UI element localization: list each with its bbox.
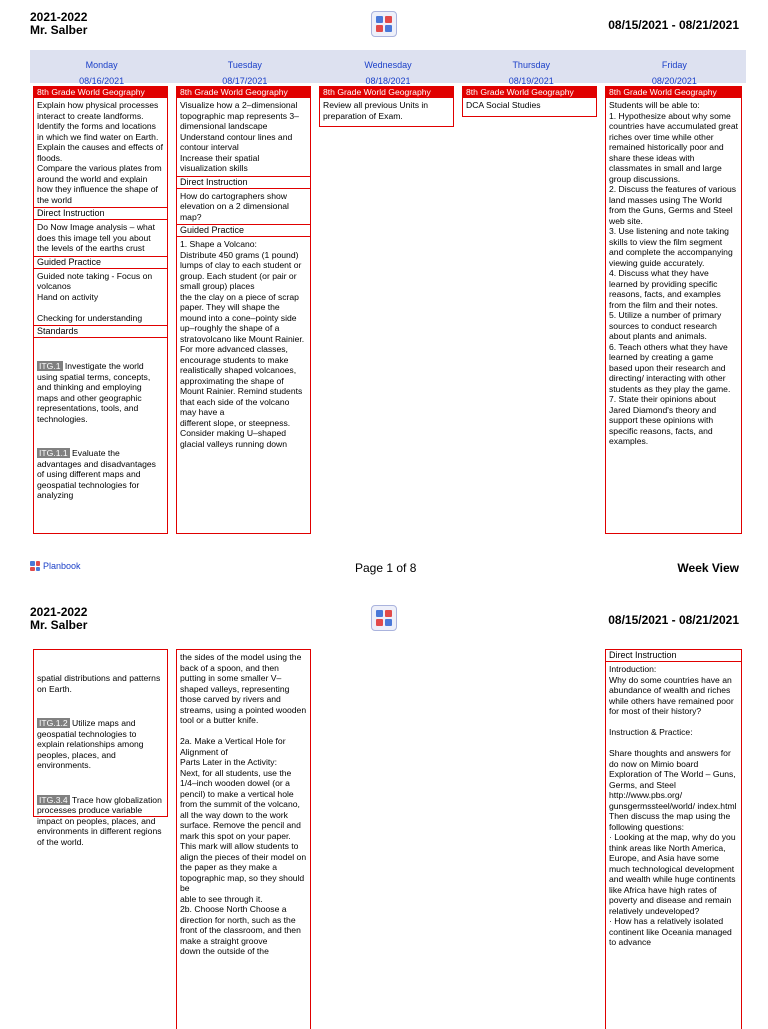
standard-tag: ITG.1.1 bbox=[39, 448, 68, 458]
day-header-thursday: Thursday 08/19/2021 bbox=[508, 60, 554, 86]
lesson-card-monday-continued[interactable]: spatial distributions and patterns on Earth. ITG.1.2 Utilize maps and geospatial technologies to explain relationships among peoples, places, and environments. ITG.3.4 Trace how globalization processes produce variable impact on peoples, places, and environments in different regions of the world. bbox=[33, 649, 168, 817]
course-title: 8th Grade World Geography bbox=[463, 87, 596, 98]
standard-item: ITG.1.2 Utilize maps and geospatial technologies to explain relationships among peoples, places, and environments. bbox=[37, 718, 146, 770]
teacher-name: Mr. Salber bbox=[30, 618, 88, 632]
day-header-tuesday: Tuesday 08/17/2021 bbox=[222, 60, 268, 86]
day-header-bar bbox=[30, 50, 746, 86]
guided-practice-section: Guided Practice Guided note taking - Focus on volcanos Hand on activity Checking for understanding bbox=[34, 257, 167, 327]
standard-tag: ITG.3.4 bbox=[39, 794, 68, 805]
week-date-range: 08/15/2021 - 08/21/2021 bbox=[608, 613, 739, 627]
school-year: 2021-2022 bbox=[30, 10, 88, 24]
page2-header-left bbox=[30, 606, 87, 632]
standard-item: ITG.1 Investigate the world using spatial terms, concepts, and thinking and employing maps and other geographic representations, tools, and technologies. bbox=[37, 361, 153, 424]
lesson-card-wednesday[interactable]: 8th Grade World Geography Review all previous Units in preparation of Exam. bbox=[319, 86, 454, 127]
objectives-section: Visualize how a 2–dimensional topographic map represents 3–dimensional landscape Understand contour lines and contour interval Increase their spatial visualization skills bbox=[177, 98, 310, 177]
direct-instruction-header: Direct Instruction bbox=[606, 650, 741, 662]
objectives-section: Explain how physical processes interact to create landforms. Identify the forms and locations in which we find water on Earth. Explain the causes and effects of floods. Compare the various plates from around the world and explain how they influence the shape of the world bbox=[34, 98, 167, 208]
direct-instruction-section: Direct Instruction How do cartographers show elevation on a 2 dimensional map? bbox=[177, 177, 310, 226]
week-view-label: Week View bbox=[677, 561, 739, 575]
day-header-wednesday: Wednesday 08/18/2021 bbox=[364, 60, 412, 86]
course-title: 8th Grade World Geography bbox=[34, 87, 167, 98]
lesson-card-tuesday[interactable] bbox=[176, 86, 311, 534]
week-date-range: 08/15/2021 - 08/21/2021 bbox=[608, 18, 739, 32]
day-header-friday: Friday 08/20/2021 bbox=[651, 60, 697, 86]
standard-tag: ITG.1.2 bbox=[39, 718, 68, 728]
planbook-footer-link[interactable]: Planbook bbox=[30, 561, 81, 571]
course-title: 8th Grade World Geography bbox=[320, 87, 453, 98]
planbook-logo-icon bbox=[371, 11, 397, 37]
page1-header-left bbox=[30, 11, 87, 37]
day-header-monday: Monday 08/16/2021 bbox=[79, 60, 125, 86]
standard-item: ITG.1.1 Evaluate the advantages and disadvantages of using different maps and geospatial technologies for analyzing bbox=[37, 448, 159, 500]
lesson-card-friday[interactable]: 8th Grade World Geography Students will be able to: 1. Hypothesize about why some countries have accumulated great riches over time while other remained historically poor and share these ideas with classmates in small and large group discussions. 2. Discuss the features of various land masses using The World from the Guns, Germs and Steel web site. 3. Use listening and note taking skills to view the film segment and complete the accompanying viewing guide accurately. 4. Discuss what they have learned by providing specific reasons, facts, and examples from the film and their notes. 5. Utilize a number of primary sources to conduct research about plants and animals. 6. Teach others what they have learned by creating a game based upon their research and directing/ interacting with other students as they play the game. 7. State their opinions about Jared Diamond's theory and support these opinions with specific reasons, facts, and examples. bbox=[605, 86, 742, 534]
course-title: 8th Grade World Geography bbox=[606, 87, 741, 98]
standards-section: Standards ITG.1 Investigate the world using spatial terms, concepts, and thinking and employing maps and other geographic representations, tools, and technologies. ITG.1.1 Evaluate the advantages and disadvantages of using different maps and geospatial technologies for analyzing bbox=[34, 326, 167, 527]
lesson-card-monday[interactable] bbox=[33, 86, 168, 534]
school-year: 2021-2022 bbox=[30, 605, 88, 619]
planbook-logo-icon bbox=[371, 605, 397, 631]
guided-practice-section: Guided Practice 1. Shape a Volcano: Distribute 450 grams (1 pound) lumps of clay to each student or group. Each student (or pair or small group) places the the clay on a piece of scrap paper. They will shape the mound into a cone–pointy side up–roughly the shape of a stratovolcano like Mount Rainier. For more advanced classes, encourage students to make realistically shaped volcanoes, approximating the shape of Mount Rainier. Remind students that each side of the volcano may have a different slope, or steepness. Consider making U–shaped glacial valleys running down bbox=[177, 225, 310, 451]
planbook-small-icon bbox=[30, 561, 40, 571]
direct-instruction-section: Direct Instruction Do Now Image analysis – what does this image tell you about the levels of the earths crust bbox=[34, 208, 167, 257]
standard-tag: ITG.1 bbox=[39, 361, 61, 371]
standard-item: ITG.3.4 Trace how globalization processes produce variable impact on peoples, places, and environments in different regions of the world. bbox=[37, 794, 165, 847]
lesson-card-thursday[interactable]: 8th Grade World Geography DCA Social Studies bbox=[462, 86, 597, 117]
lesson-card-friday-continued[interactable]: Direct Instruction Introduction: Why do some countries have an abundance of wealth and riches while others have remained poor for most of their history? Instruction & Practice: Share thoughts and answers for do now on Mimio board Exploration of The World – Guns, Germs, and Steel http://www.pbs.org/ gunsgermssteel/world/ index.html Then discuss the map using the following questions: · Looking at the map, why do you think areas like North America, Europe, and Asia have some much technological development and wealth while huge continents like Africa have high rates of poverty and disease and remain relatively undeveloped? · How has a relatively isolated continent like Oceania managed to advance bbox=[605, 649, 742, 1029]
page-number: Page 1 of 8 bbox=[355, 561, 417, 575]
lesson-card-tuesday-continued[interactable]: the sides of the model using the back of a spoon, and then putting in some smaller V–shaped valleys, representing those carved by rivers and streams, using a pointed wooden tool or a butter knife. 2a. Make a Vertical Hole for Alignment of Parts Later in the Activity: Next, for all students, use the 1/4–inch wooden dowel (or a pencil) to make a vertical hole from the summit of the volcano, all the way down to the work surface. Remove the pencil and mark this spot on your paper. This mark will allow students to align the pieces of their model on the paper as they make a topographic map, so they should be able to see through it. 2b. Choose North Choose a direction for north, such as the front of the classroom, and then make a straight groove down the outside of the bbox=[176, 649, 311, 1029]
teacher-name: Mr. Salber bbox=[30, 23, 88, 37]
course-title: 8th Grade World Geography bbox=[177, 87, 310, 98]
